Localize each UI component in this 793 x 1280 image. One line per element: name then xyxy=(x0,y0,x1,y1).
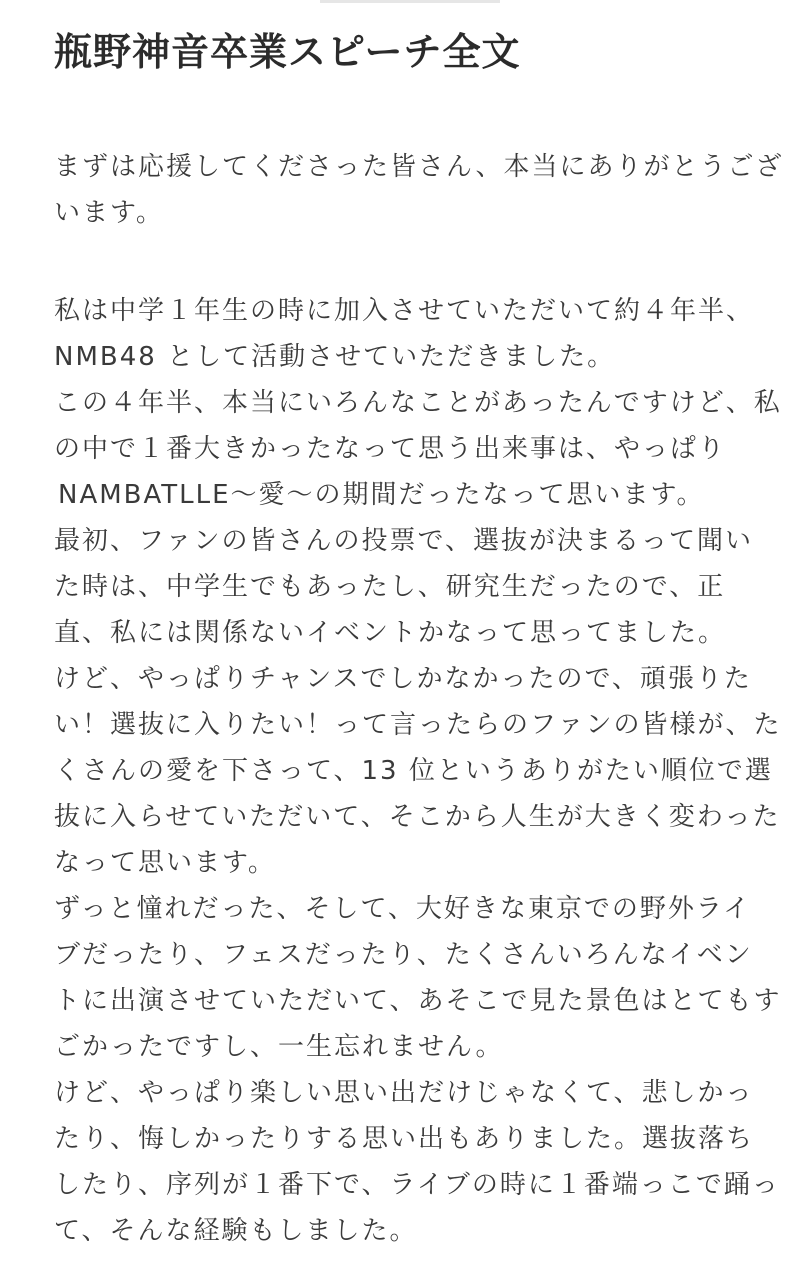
text-line: ずっと憧れだった、そして、大好きな東京での野外ライ xyxy=(54,894,752,924)
text-line: けど、やっぱり楽しい思い出だけじゃなくて、悲しかっ xyxy=(54,1078,754,1108)
text-line: けど、やっぱりチャンスでしかなかったので、頑張りた xyxy=(54,664,752,694)
text-line: ごかったですし、一生忘れません。 xyxy=(54,1032,504,1062)
text-line: この４年半、本当にいろんなことがあったんですけど、私 xyxy=(54,388,782,418)
text-line: 私は中学１年生の時に加入させていただいて約４年半、 xyxy=(54,296,755,326)
text-line: くさんの愛を下さって、13 位というありがたい順位で選 xyxy=(54,756,773,786)
text-line: したり、序列が１番下で、ライブの時に１番端っこで踊っ xyxy=(54,1170,780,1200)
text-line: の中で１番大きかったなって思う出来事は、やっぱり xyxy=(54,434,727,464)
text-line: 抜に入らせていただいて、そこから人生が大きく変わった xyxy=(54,802,781,832)
text-line: まずは応援してくださった皆さん、本当にありがとうござ xyxy=(54,152,784,182)
text-line: 直、私には関係ないイベントかなって思ってました。 xyxy=(54,618,727,648)
article-title: 瓶野神音卒業スピーチ全文 xyxy=(54,30,521,74)
paragraph xyxy=(54,288,782,1254)
article-body xyxy=(54,144,784,1254)
top-divider xyxy=(320,0,500,3)
paragraph-gap xyxy=(54,236,754,288)
text-line: います。 xyxy=(54,198,164,228)
text-line: なって思います。 xyxy=(54,848,276,878)
text-line: トに出演させていただいて、あそこで見た景色はとてもす xyxy=(54,986,782,1016)
text-line: たり、悔しかったりする思い出もありました。選抜落ち xyxy=(54,1124,755,1154)
paragraph xyxy=(54,144,784,236)
text-line: 最初、ファンの皆さんの投票で、選抜が決まるって聞い xyxy=(54,526,753,556)
text-line: い！選抜に入りたい！って言ったらのファンの皆様が、た xyxy=(54,710,782,740)
text-line: て、そんな経験もしました。 xyxy=(54,1216,418,1246)
text-line: た時は、中学生でもあったし、研究生だったので、正 xyxy=(54,572,726,602)
text-line: ブだったり、フェスだったり、たくさんいろんなイベン xyxy=(54,940,753,970)
text-line: NMB48 として活動させていただきました。 xyxy=(54,342,616,372)
text-line: NAMBATLLE〜愛〜の期間だったなって思います。 xyxy=(58,480,705,510)
